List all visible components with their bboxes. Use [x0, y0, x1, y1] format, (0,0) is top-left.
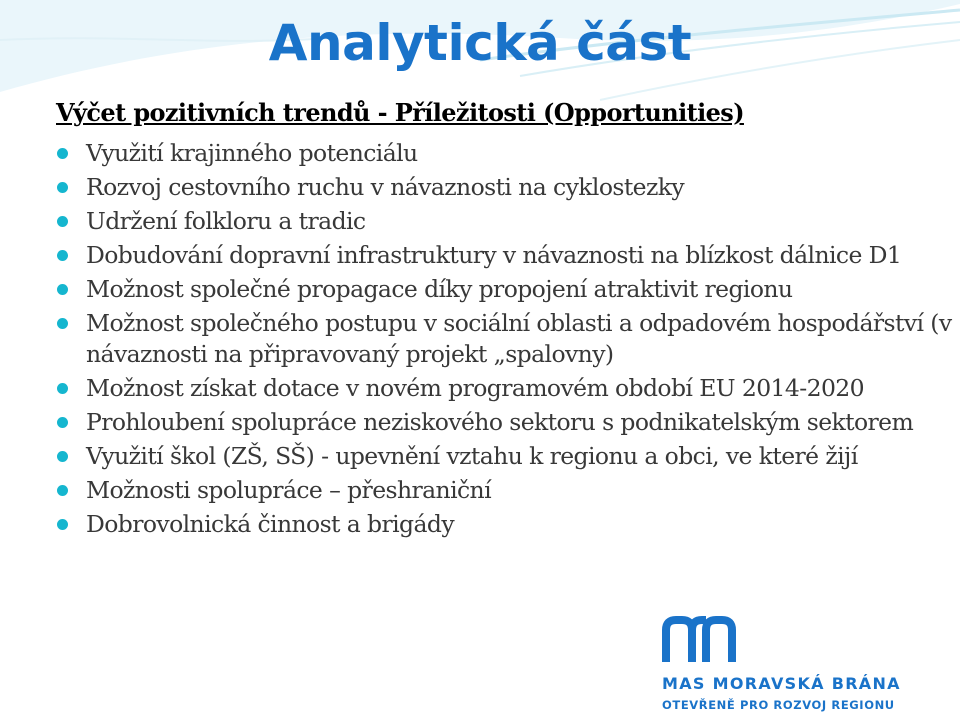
logo-name: MAS MORAVSKÁ BRÁNA: [662, 674, 901, 693]
list-item-text: Možnosti spolupráce – přeshraniční: [86, 476, 491, 504]
list-item-text: Dobrovolnická činnost a brigády: [86, 510, 455, 538]
bullet-icon: [57, 216, 68, 227]
list-item: [52, 475, 952, 506]
list-item: [52, 441, 952, 472]
list-item-text: Udržení folkloru a tradic: [86, 207, 366, 235]
bullet-icon: [57, 182, 68, 193]
logo-tagline: OTEVŘENĚ PRO ROZVOJ REGIONU: [662, 698, 895, 712]
list-item: [52, 206, 952, 237]
bullet-icon: [57, 451, 68, 462]
list-item-text: Dobudování dopravní infrastruktury v návaznosti na blízkost dálnice D1: [86, 241, 902, 269]
list-item-text: Rozvoj cestovního ruchu v návaznosti na cyklostezky: [86, 173, 685, 201]
list-item-text: Možnost společného postupu v sociální oblasti a odpadovém hospodářství (v návaznosti na připravovaný projekt „spalovny): [86, 309, 952, 368]
slide-title: Analytická část: [268, 14, 692, 72]
list-item: [52, 509, 952, 540]
list-item: [52, 274, 952, 305]
bullet-icon: [57, 519, 68, 530]
list-item: [52, 407, 952, 438]
bullet-icon: [57, 284, 68, 295]
list-item-text: Možnost získat dotace v novém programovém období EU 2014-2020: [86, 374, 864, 402]
section-heading: Výčet pozitivních trendů - Příležitosti (Opportunities): [56, 98, 744, 127]
bullet-icon: [57, 383, 68, 394]
list-item-text: Využití krajinného potenciálu: [86, 139, 418, 167]
list-item: [52, 138, 952, 169]
list-item: [52, 240, 952, 271]
bullet-icon: [57, 250, 68, 261]
mas-mm-logo-icon: [662, 616, 742, 662]
opportunities-list: [52, 138, 952, 543]
bullet-icon: [57, 318, 68, 329]
list-item-text: Možnost společné propagace díky propojení atraktivit regionu: [86, 275, 793, 303]
bullet-icon: [57, 417, 68, 428]
mas-logo: [648, 594, 960, 720]
list-item-text: Využití škol (ZŠ, SŠ) - upevnění vztahu k regionu a obci, ve které žijí: [86, 442, 858, 470]
list-item-text: Prohloubení spolupráce neziskového sektoru s podnikatelským sektorem: [86, 408, 914, 436]
list-item: [52, 308, 952, 370]
list-item: [52, 172, 952, 203]
bullet-icon: [57, 148, 68, 159]
list-item: [52, 373, 952, 404]
bullet-icon: [57, 485, 68, 496]
